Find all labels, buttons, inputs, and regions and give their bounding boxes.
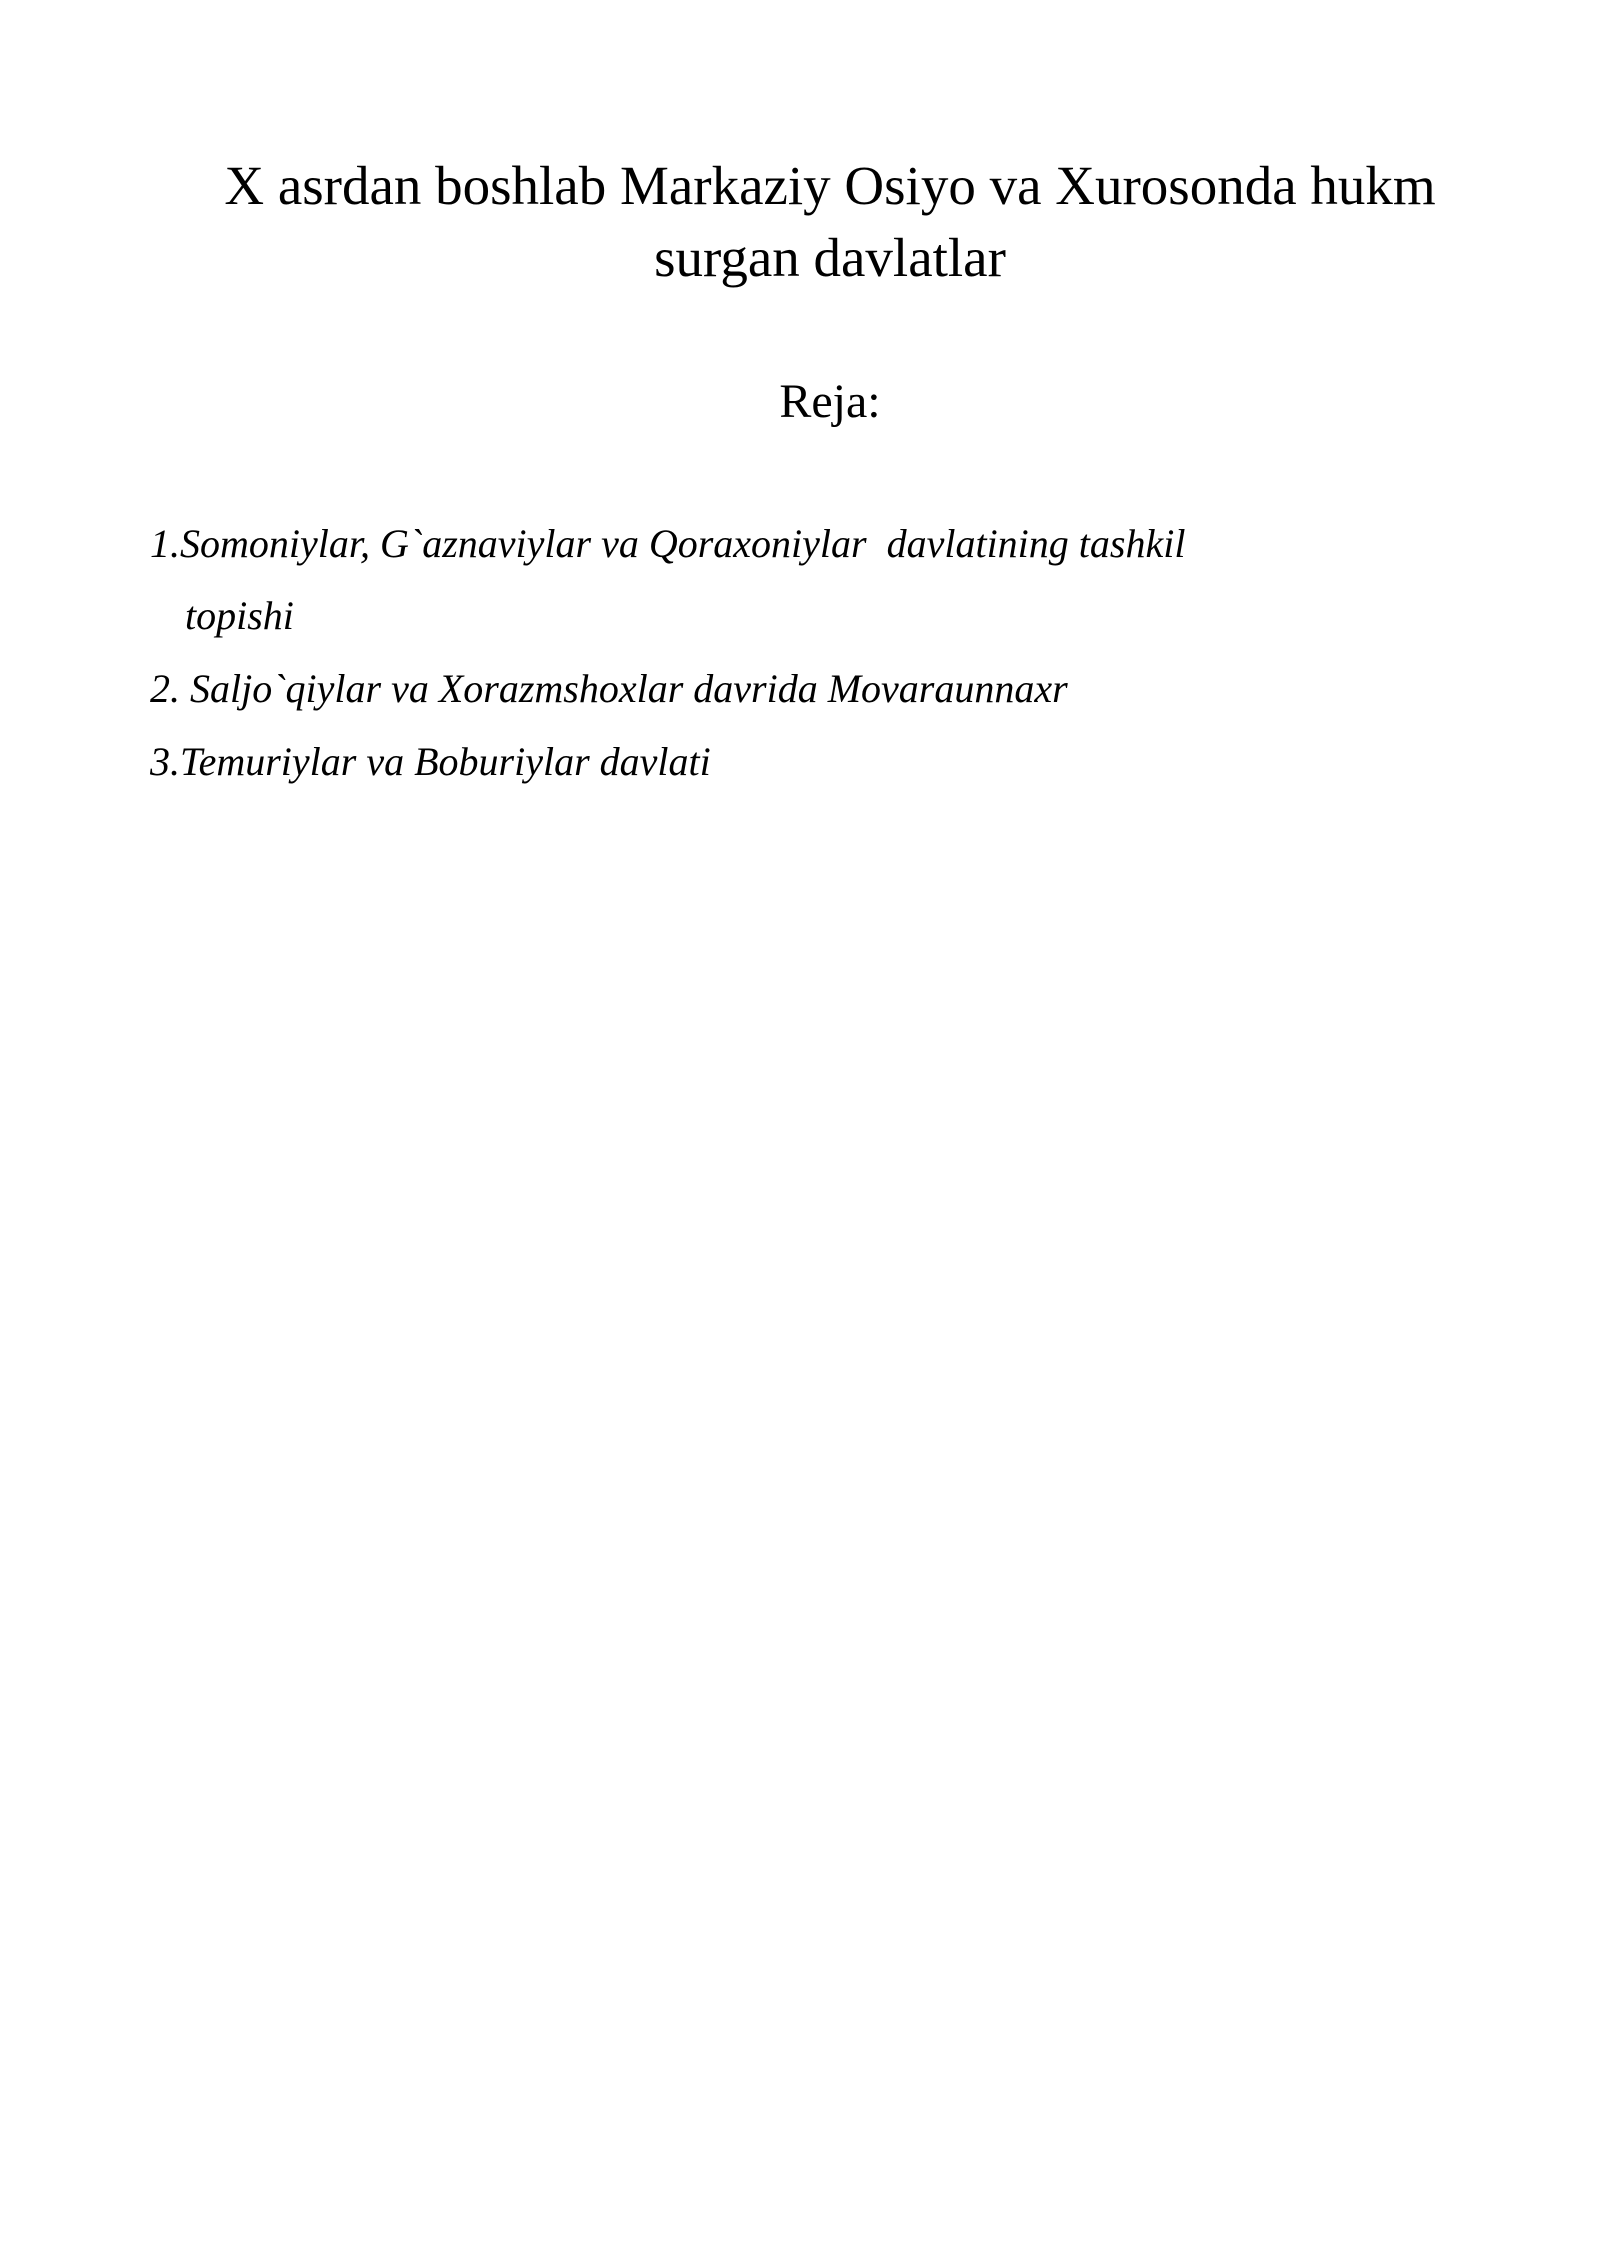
plan-item-3: [150, 736, 1450, 788]
plan-item-3-text: 3.Temuriylar va Boburiylar davlati: [150, 739, 711, 784]
page-title-line-2: surgan davlatlar: [654, 227, 1006, 288]
plan-heading: Reja:: [779, 375, 881, 428]
plan-item-2: [150, 663, 1450, 715]
page-title: [140, 150, 1520, 294]
page-title-line-1: X asrdan boshlab Markaziy Osiyo va Xurosonda hukm: [224, 155, 1436, 216]
plan-item-1-line-2: topishi: [185, 593, 294, 638]
plan-item-1: [150, 518, 1450, 642]
plan-item-1-line-1: 1.Somoniylar, G`aznaviylar va Qoraxoniylar davlatining tashkil: [150, 521, 1186, 566]
plan-list: [150, 518, 1450, 788]
plan-item-2-text: 2. Saljo`qiylar va Xorazmshoxlar davrida Movaraunnaxr: [150, 666, 1068, 711]
